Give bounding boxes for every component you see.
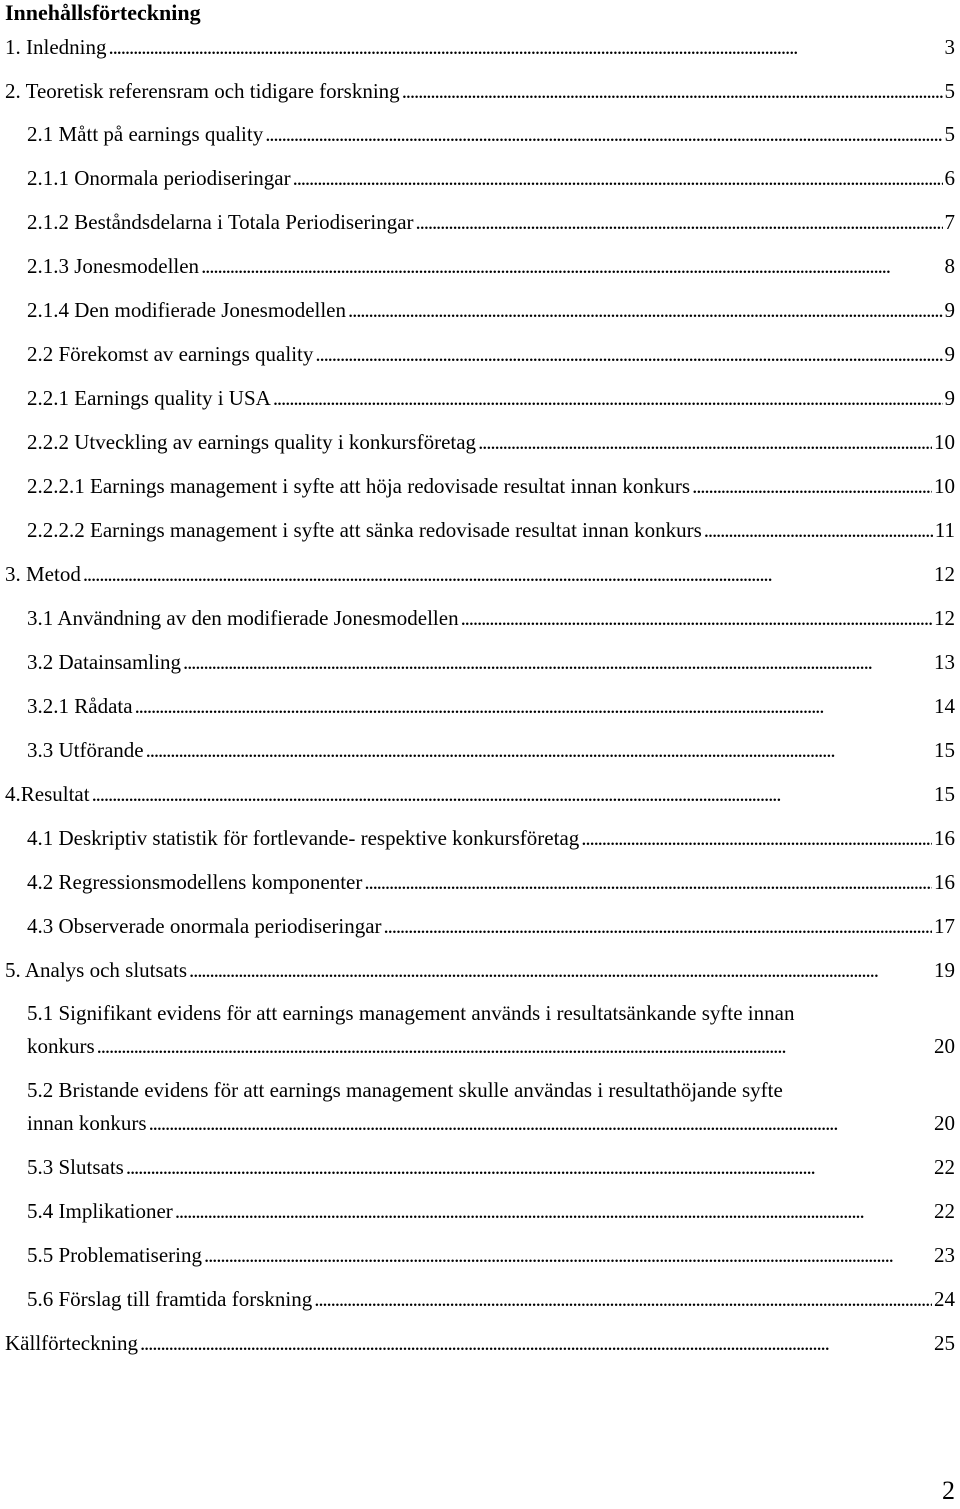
toc-entry-page: 9 (944, 342, 955, 366)
toc-entry-page: 17 (934, 914, 955, 938)
toc-entry-title: 5.4 Implikationer (27, 1199, 173, 1223)
toc-entry[interactable] (5, 78, 955, 104)
toc-dot-leader (126, 1154, 932, 1180)
toc-entry-title-line1: 5.1 Signifikant evidens för att earnings management används i resultatsänkande syfte innan (27, 1001, 795, 1025)
toc-entry[interactable] (27, 473, 955, 499)
toc-entry-page: 3 (944, 35, 955, 59)
toc-entry-page: 12 (934, 562, 955, 586)
toc-dot-leader (92, 781, 932, 807)
toc-entry-title: 2.2.2.2 Earnings management i syfte att sänka redovisade resultat innan konkurs (27, 518, 702, 542)
toc-entry[interactable] (27, 649, 955, 675)
toc-entry[interactable] (27, 253, 955, 279)
toc-entry[interactable] (27, 517, 955, 543)
toc-entry[interactable] (27, 1154, 955, 1180)
toc-entry-page: 7 (944, 210, 955, 234)
toc-entry-title: 4.1 Deskriptiv statistik för fortlevande- respektive konkursföretag (27, 826, 580, 850)
toc-entry[interactable] (5, 781, 955, 807)
toc-entry-page: 8 (944, 254, 955, 278)
toc-dot-leader (108, 34, 942, 60)
toc-entry-page: 14 (934, 694, 955, 718)
toc-entry-title: 2.1.4 Den modifierade Jonesmodellen (27, 298, 346, 322)
toc-entry[interactable] (27, 429, 955, 455)
toc-dot-leader (201, 253, 942, 279)
toc-entry-line2 (27, 1110, 955, 1136)
toc-entry[interactable] (27, 297, 955, 323)
toc-dot-leader (273, 385, 943, 411)
toc-entry[interactable] (27, 913, 955, 939)
toc-dot-leader (204, 1242, 932, 1268)
toc-entry-page: 12 (934, 606, 955, 630)
toc-entry-page: 10 (934, 430, 955, 454)
toc-dot-leader (348, 297, 943, 323)
toc-dot-leader (140, 1330, 932, 1356)
toc-entry[interactable] (27, 1242, 955, 1268)
toc-entry[interactable] (27, 165, 955, 191)
toc-dot-leader (97, 1033, 932, 1059)
toc-dot-leader (265, 121, 942, 147)
toc-dot-leader (416, 209, 943, 235)
toc-entry-page: 22 (934, 1155, 955, 1179)
toc-entry-multiline[interactable] (27, 1000, 955, 1059)
toc-entry[interactable] (27, 693, 955, 719)
toc-entry-title: 1. Inledning (5, 35, 107, 59)
toc-entry-title: 4.3 Observerade onormala periodiseringar (27, 914, 382, 938)
toc-dot-leader (135, 693, 932, 719)
toc-entry[interactable] (27, 341, 955, 367)
toc-entry-page: 5 (944, 79, 955, 103)
toc-dot-leader (478, 429, 932, 455)
toc-dot-leader (704, 517, 933, 543)
toc-dot-leader (83, 561, 932, 587)
toc-entry-page: 23 (934, 1243, 955, 1267)
toc-entry-title: 5.5 Problematisering (27, 1243, 202, 1267)
toc-entry-page: 16 (934, 826, 955, 850)
toc-dot-leader (384, 913, 932, 939)
toc-entry-title: 2.2.2.1 Earnings management i syfte att höja redovisade resultat innan konkurs (27, 474, 691, 498)
toc-dot-leader (692, 473, 932, 499)
toc-entry[interactable] (27, 825, 955, 851)
toc-dot-leader (364, 869, 932, 895)
toc-entry[interactable] (27, 605, 955, 631)
toc-dot-leader (183, 649, 932, 675)
toc-entry[interactable] (5, 1330, 955, 1356)
toc-entry-title: 4.2 Regressionsmodellens komponenter (27, 870, 363, 894)
toc-entry-page: 24 (934, 1287, 955, 1311)
toc-entry-title: 5.3 Slutsats (27, 1155, 124, 1179)
toc-entry[interactable] (27, 869, 955, 895)
toc-entry[interactable] (27, 737, 955, 763)
toc-entry-title: 3.1 Användning av den modifierade Jonesmodellen (27, 606, 459, 630)
toc-entry-title: 2.1.2 Beståndsdelarna i Totala Periodiseringar (27, 210, 414, 234)
toc-entry-title: 2.2.2 Utveckling av earnings quality i konkursföretag (27, 430, 477, 454)
toc-dot-leader (581, 825, 932, 851)
toc-entry[interactable] (27, 1198, 955, 1224)
toc-entry-title: 2.2 Förekomst av earnings quality (27, 342, 314, 366)
toc-entry-title: 3. Metod (5, 562, 81, 586)
toc-entry-page: 13 (934, 650, 955, 674)
toc-entry-title: 2.1.1 Onormala periodiseringar (27, 166, 291, 190)
page-number: 2 (942, 1476, 955, 1505)
toc-entry-page: 6 (944, 166, 955, 190)
toc-dot-leader (175, 1198, 932, 1224)
toc-entry-title-line1: 5.2 Bristande evidens för att earnings management skulle användas i resultathöjande syfte (27, 1078, 783, 1102)
toc-entry-title: 2.1.3 Jonesmodellen (27, 254, 200, 278)
toc-dot-leader (315, 341, 942, 367)
toc-entry-title: 3.3 Utförande (27, 738, 144, 762)
toc-dot-leader (402, 78, 943, 104)
toc-entry-title-line2: konkurs (27, 1034, 95, 1058)
toc-entry-title: Källförteckning (5, 1331, 138, 1355)
toc-dot-leader (146, 737, 932, 763)
toc-entry[interactable] (5, 957, 955, 983)
toc-dot-leader (314, 1286, 932, 1312)
toc-entry[interactable] (27, 1286, 955, 1312)
toc-entry-title: 2.2.1 Earnings quality i USA (27, 386, 271, 410)
toc-entry[interactable] (27, 385, 955, 411)
toc-entry-title-line2: innan konkurs (27, 1111, 147, 1135)
toc-entry-title: 3.2.1 Rådata (27, 694, 133, 718)
toc-entry-page: 9 (944, 386, 955, 410)
toc-entry-page: 11 (934, 518, 955, 542)
toc-entry[interactable] (5, 34, 955, 60)
toc-entry-page: 19 (934, 958, 955, 982)
toc-entry-title: 2. Teoretisk referensram och tidigare forskning (5, 79, 400, 103)
toc-dot-leader (293, 165, 943, 191)
toc-entry-page: 20 (934, 1034, 955, 1058)
toc-entry-multiline[interactable] (27, 1077, 955, 1136)
toc-entry-page: 15 (934, 738, 955, 762)
toc-dot-leader (149, 1110, 932, 1136)
toc-entry-title: 2.1 Mått på earnings quality (27, 122, 264, 146)
toc-heading: Innehållsförteckning (5, 0, 201, 25)
toc-entry-page: 10 (934, 474, 955, 498)
toc-dot-leader (189, 957, 932, 983)
toc-entry-line2 (27, 1033, 955, 1059)
toc-entry[interactable] (5, 561, 955, 587)
toc-entry[interactable] (27, 121, 955, 147)
toc-entry-title: 3.2 Datainsamling (27, 650, 181, 674)
toc-entry-page: 9 (944, 298, 955, 322)
toc-entry-page: 16 (934, 870, 955, 894)
toc-entry-title: 5.6 Förslag till framtida forskning (27, 1287, 313, 1311)
toc-entry-title: 4.Resultat (5, 782, 90, 806)
toc-entry-page: 25 (934, 1331, 955, 1355)
toc-entry-page: 22 (934, 1199, 955, 1223)
toc-entry-page: 20 (934, 1111, 955, 1135)
toc-entry-page: 15 (934, 782, 955, 806)
toc-entry[interactable] (27, 209, 955, 235)
toc-entry-title: 5. Analys och slutsats (5, 958, 187, 982)
toc-entry-page: 5 (944, 122, 955, 146)
toc-dot-leader (461, 605, 932, 631)
